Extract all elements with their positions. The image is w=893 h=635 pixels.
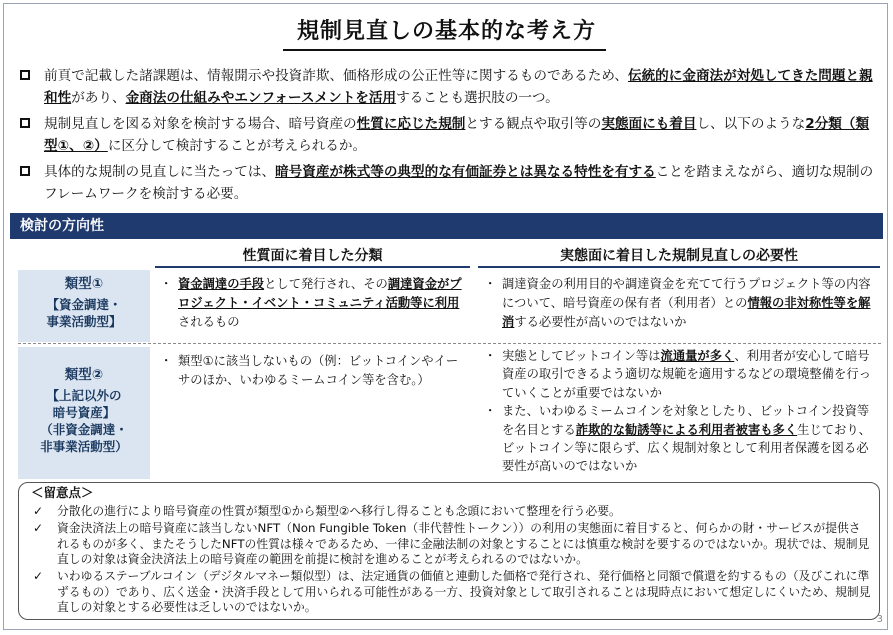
col1-header: 性質面に着目した分類: [242, 248, 383, 264]
row2-col1-cell: [162, 352, 462, 390]
text-segment: また、いわゆるミームコインを対象としたり、ビットコイン投資等を名目とする: [502, 404, 870, 437]
row1-col2-item: [486, 275, 872, 332]
square-bullet-icon: [20, 118, 30, 128]
row2-col1-item: ・ 類型①に該当しないもの（例：ビットコインやイーサのほか、いわゆるミームコイン等を含む。）: [162, 352, 462, 390]
text-segment: 、利用者が安心して暗号資産の取引できるよう適切な規範を適用するなどの環境整備を行っていくことが重要ではないか: [502, 349, 871, 400]
bullet-text: [44, 116, 869, 154]
text-segment: として発行され、その: [264, 277, 388, 291]
emphasis-text: 暗号資産が株式等の典型的な有価証券とは異なる特性を有する: [275, 164, 656, 180]
title-underline: [283, 49, 606, 51]
text-segment: 規制見直しを図る対象を検討する場合、暗号資産の: [44, 116, 357, 132]
check-icon: ✓: [33, 521, 44, 535]
square-bullet-icon: [20, 166, 30, 176]
row2-col2-item-a: [486, 347, 872, 402]
bullet-text: [44, 68, 873, 106]
bullet-text: [44, 164, 873, 202]
col2-header-rule: [478, 266, 880, 268]
emphasis-text: 情報の非対称性等を解消: [502, 296, 871, 329]
intro-bullets: [14, 65, 882, 209]
row-separator: [18, 343, 881, 344]
note-text: 資金決済法上の暗号資産に該当しないNFT（Non Fungible Token（非代替性トークン））の利用の実態面に着目すると、何らかの財・サービスが提供されるものが多く、またそうしたNFTの性質は様々であるため、一律に金融法制の対象とすることには慎重な検討を要するのではないか。現状では、規制見直しの対象は資金決済法上の暗号資産の範囲を前提に検討を進めることが考えられるのではないか。: [57, 521, 870, 566]
row1-col2-cell: [486, 275, 872, 332]
text-segment: されるもの: [178, 315, 240, 329]
check-icon: ✓: [33, 569, 44, 583]
text-segment: に区分して検討することが考えられるか。: [107, 138, 367, 154]
emphasis-text: 調達資金がプロジェクト・イベント・コミュニティ活動等に利用: [178, 277, 462, 310]
intro-bullet-1: [14, 65, 882, 109]
note-text: 分散化の進行により暗号資産の性質が類型①から類型②へ移行し得ることも念頭において整理を行う必要。: [57, 504, 621, 518]
text-segment: 生じており、ビットコイン等に限らず、広く規制対象として利用者保護を図る必要性が高いのではないか: [502, 422, 871, 474]
note-item-1: [33, 504, 871, 520]
intro-bullet-2: [14, 113, 882, 157]
note-text: いわゆるステーブルコイン（デジタルマネー類似型）は、法定通貨の価値と連動した価格で発行され、発行価格と同額で償還を約するもの（及びこれに準ずるもの）であり、広く送金・決済手段として用いられる可能性がある一方、投資対象として取引されることは現時点において想定しにくいため、規制見直しの対象とする必要性は乏しいのではないか。: [57, 569, 871, 614]
note-item-3: [33, 569, 871, 616]
row2-col2-item-b: [486, 402, 872, 476]
row2-col2-cell: [486, 347, 872, 476]
text-segment: 前頁で記載した諸課題は、情報開示や投資詐欺、価格形成の公正性等に関するものであるため、: [44, 68, 628, 84]
page-number: 3: [876, 614, 883, 625]
text-segment: し、以下のような: [696, 116, 806, 132]
emphasis-text: 伝統的に金商法が対処してきた問題と親和性: [44, 68, 873, 106]
emphasis-text: 金商法の仕組みやエンフォースメントを活用: [125, 90, 397, 106]
emphasis-text: 性質に応じた規制: [356, 116, 466, 132]
row1-col1-cell: [162, 275, 462, 332]
emphasis-text: 詐欺的な勧誘等による利用者被害も多く: [575, 422, 798, 437]
emphasis-text: 資金調達の手段: [178, 277, 265, 291]
text-segment: 調達資金の利用目的や調達資金を充てて行うプロジェクト等の内容について、暗号資産の保有者（利用者）との: [502, 277, 871, 310]
row1-col1-item: [162, 275, 462, 332]
text-segment: することも選択肢の一つ。: [396, 90, 559, 106]
col2-header: 実態面に着目した規制見直しの必要性: [560, 248, 798, 264]
section-header: 検討の方向性: [10, 213, 883, 239]
emphasis-text: 実態面にも着目: [601, 116, 697, 132]
text-segment: する必要性が高いのではないか: [514, 315, 687, 329]
text-segment: があり、: [71, 90, 126, 106]
check-icon: ✓: [33, 504, 44, 518]
col1-header-rule: [155, 266, 470, 268]
notes-title: ＜留意点＞: [31, 485, 94, 500]
notes-box: [18, 482, 880, 620]
text-segment: ことを踏まえながら、適切な規制のフレームワークを検討する必要。: [44, 164, 874, 202]
intro-bullet-3: [14, 161, 882, 205]
text-segment: とする観点や取引等の: [465, 116, 602, 132]
type1-label: 類型① 【資金調達・ 事業活動型】: [18, 270, 150, 342]
page-title: 規制見直しの基本的な考え方: [296, 19, 596, 44]
text-segment: 実態としてビットコイン等は: [502, 349, 661, 363]
emphasis-text: 流通量が多く: [660, 349, 735, 363]
square-bullet-icon: [20, 70, 30, 80]
emphasis-text: 2分類（類型①、②）: [44, 116, 870, 154]
type2-label: 類型② 【上記以外の 暗号資産】 （非資金調達・ 非事業活動型）: [18, 347, 150, 479]
text-segment: 具体的な規制の見直しに当たっては、: [44, 164, 276, 180]
note-item-2: [33, 521, 871, 568]
